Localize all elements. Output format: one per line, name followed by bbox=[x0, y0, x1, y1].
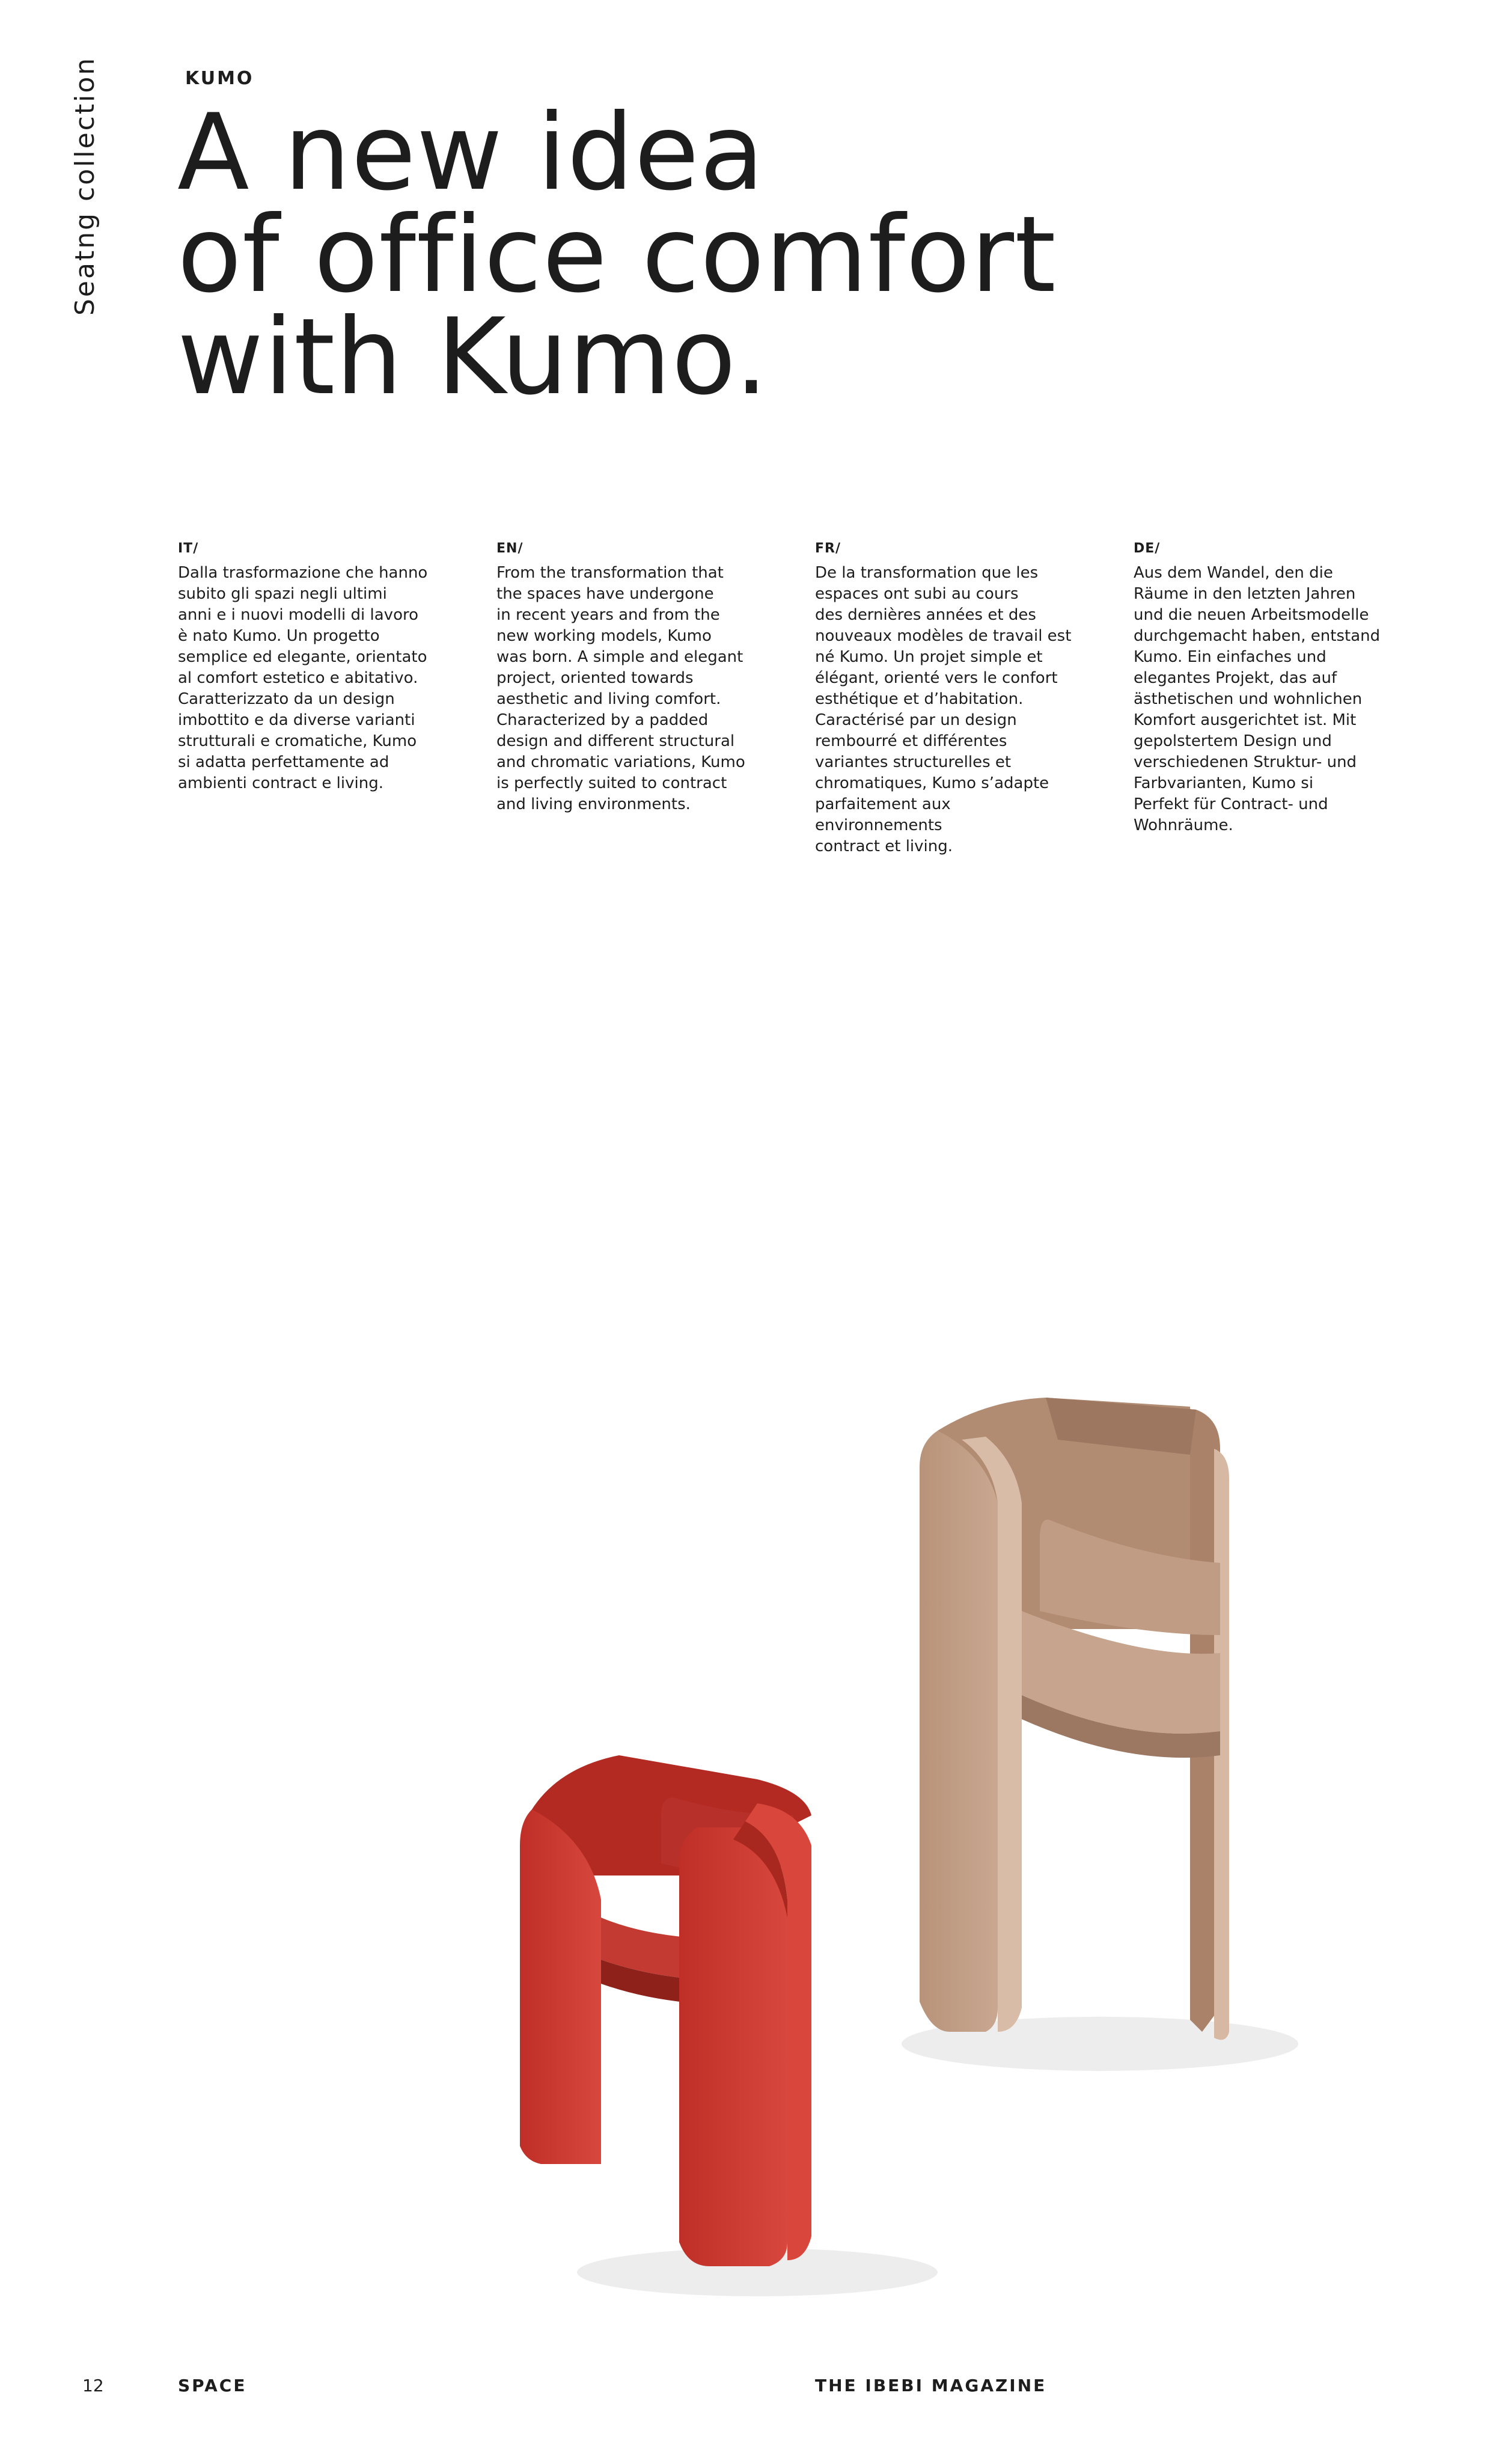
text-column-de bbox=[1134, 538, 1392, 836]
magazine-title: THE IBEBI MAGAZINE bbox=[815, 2376, 1047, 2395]
armchairs-photo bbox=[421, 1383, 1442, 2332]
column-text: Aus dem Wandel, den die Räume in den letzten Jahren und die neuen Arbeitsmodelle durchgemacht haben, entstand Kumo. Ein einfaches und elegantes Projekt, das auf ästhetischen und wohnlichen Komfort ausgerichtet ist. Mit gepolstertem Design und verschiedenen Struktur- und Farbvarianten, Kumo si Perfekt für Contract- und Wohnräume. bbox=[1134, 564, 1381, 834]
headline bbox=[177, 92, 1319, 418]
tan-highback-armchair bbox=[920, 1398, 1229, 2040]
language-label: EN/ bbox=[496, 541, 524, 556]
language-label: FR/ bbox=[815, 541, 841, 556]
product-kicker: KUMO bbox=[185, 68, 254, 89]
collection-side-label: Seatng collection bbox=[70, 56, 100, 316]
headline-line: with Kumo. bbox=[177, 296, 769, 418]
text-column-en bbox=[496, 538, 755, 815]
headline-line: of office comfort bbox=[177, 194, 1057, 316]
section-label: SPACE bbox=[178, 2376, 247, 2395]
column-text: Dalla trasformazione che hanno subito gli spazi negli ultimi anni e i nuovi modelli di lavoro è nato Kumo. Un progetto semplice ed elegante, orientato al comfort estetico e abitativo. Caratterizzato da un design imbottito e da diverse varianti strutturali e cromatiche, Kumo si adatta perfettamente ad ambienti contract e living. bbox=[178, 564, 428, 792]
text-column-it bbox=[178, 538, 436, 794]
red-armchair bbox=[520, 1755, 811, 2266]
page-number: 12 bbox=[82, 2376, 104, 2395]
text-column-fr bbox=[815, 538, 1073, 857]
headline-line: A new idea bbox=[177, 92, 765, 214]
language-label: DE/ bbox=[1134, 541, 1161, 556]
language-label: IT/ bbox=[178, 541, 199, 556]
column-text: De la transformation que les espaces ont subi au cours des dernières années et des nouveaux modèles de travail est né Kumo. Un projet simple et élégant, orienté vers le confort esthétique et d’habitation. Caractérisé par un design rembourré et différentes variantes structurelles et chromatiques, Kumo s’adapte parfaitement aux environnements contract et living. bbox=[815, 564, 1072, 855]
column-text: From the transformation that the spaces have undergone in recent years and from the new working models, Kumo was born. A simple and elegant project, oriented towards aesthetic and living comfort. Characterized by a padded design and different structural and chromatic variations, Kumo is perfectly suited to contract and living environments. bbox=[496, 564, 745, 813]
